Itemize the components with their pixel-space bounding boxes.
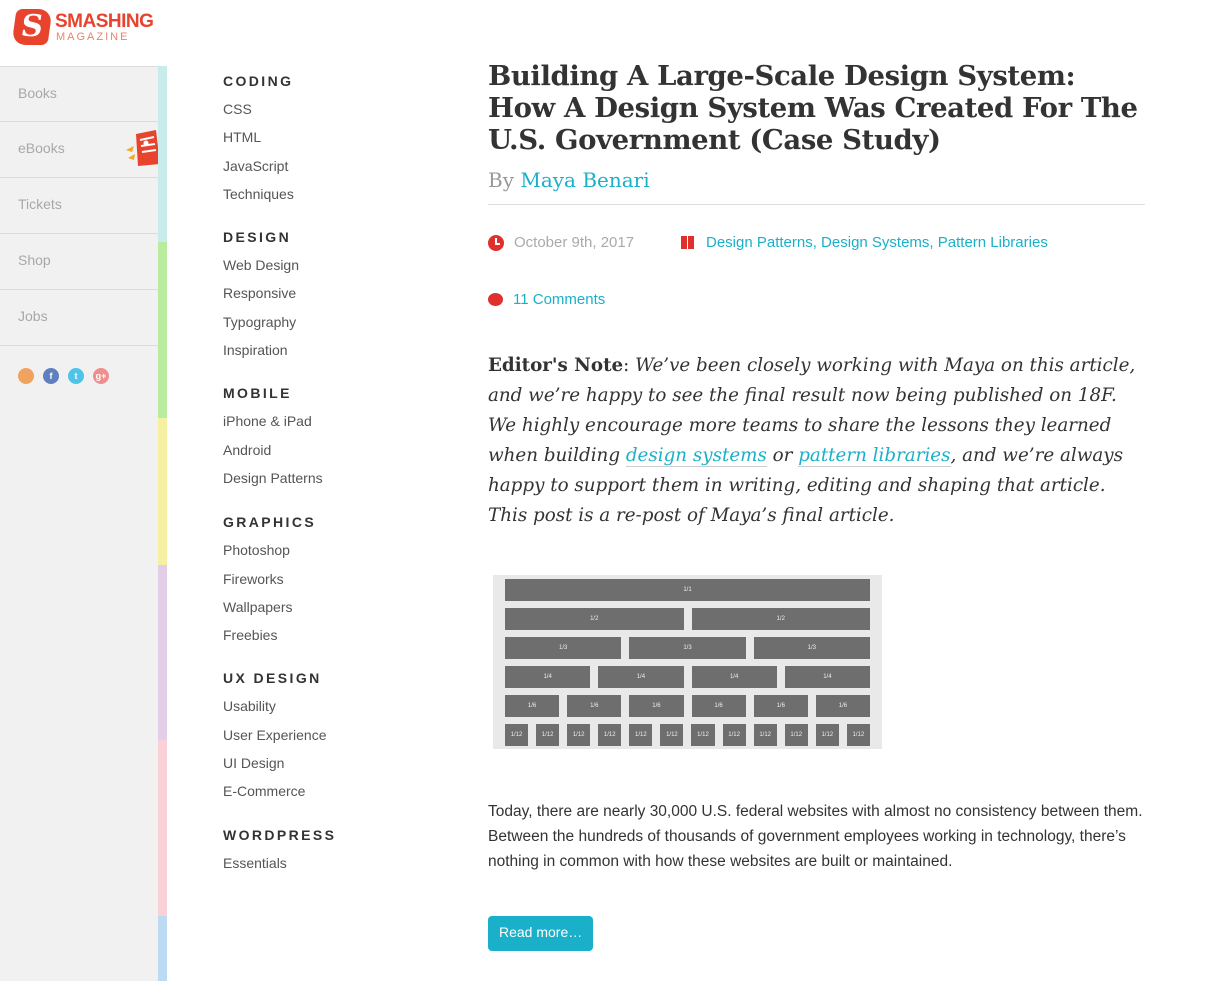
sidebar-item-jobs[interactable] [0, 290, 158, 346]
article-date: October 9th, 2017 [514, 234, 635, 251]
twitter-icon[interactable]: t [68, 368, 84, 384]
category-link[interactable]: Inspiration [223, 342, 288, 359]
article-title[interactable]: Building A Large-Scale Design System: How A Design System Was Created For The U.S. Government (Case Study) [488, 60, 1138, 156]
color-strip-segment [158, 740, 167, 916]
category-link[interactable]: Essentials [223, 854, 287, 871]
sidebar-item-shop[interactable] [0, 234, 158, 290]
grid-row [505, 637, 870, 659]
grid-cell: 1/6 [629, 695, 683, 717]
logo-subtitle: MAGAZINE [56, 31, 130, 43]
category-link[interactable]: Photoshop [223, 542, 290, 559]
category-link[interactable]: Freebies [223, 627, 278, 644]
design-systems-link[interactable]: design systems [625, 445, 767, 466]
grid-cell: 1/12 [816, 724, 839, 746]
sidebar-item-tickets[interactable] [0, 178, 158, 234]
category-link[interactable]: Fireworks [223, 570, 284, 587]
tags-row [681, 234, 1048, 251]
comments-link[interactable]: 11 Comments [513, 291, 606, 308]
category-link[interactable]: Android [223, 441, 272, 458]
article-meta [488, 205, 1148, 315]
category-link[interactable]: UI Design [223, 755, 285, 772]
grid-cell: 1/12 [785, 724, 808, 746]
category-link[interactable]: E-Commerce [223, 783, 306, 800]
category-title[interactable]: UX DESIGN [223, 670, 322, 687]
logo-wordmark: SMASHING [55, 11, 154, 32]
article-tags[interactable]: Design Patterns, Design Systems, Pattern Libraries [706, 234, 1048, 251]
byline [488, 168, 1148, 198]
category-title[interactable]: DESIGN [223, 229, 292, 246]
grid-cell: 1/12 [629, 724, 652, 746]
grid-cell: 1/12 [536, 724, 559, 746]
grid-cell: 1/4 [785, 666, 870, 688]
clock-icon [488, 235, 504, 251]
grid-cell: 1/12 [567, 724, 590, 746]
rss-icon[interactable] [18, 368, 34, 384]
category-link[interactable]: Wallpapers [223, 598, 293, 615]
category-link[interactable]: JavaScript [223, 157, 289, 174]
category-group-coding [223, 70, 423, 208]
category-title[interactable]: MOBILE [223, 385, 292, 402]
grid-cell: 1/3 [505, 637, 621, 659]
google-plus-icon[interactable]: g+ [93, 368, 109, 384]
grid-cell: 1/12 [723, 724, 746, 746]
category-group-graphics [223, 511, 423, 649]
sidebar-item-label: Shop [18, 252, 51, 268]
sidebar-item-label: Jobs [18, 308, 48, 324]
sidebar-item-books[interactable] [0, 66, 158, 122]
logo-mark-icon: S [11, 9, 52, 45]
editors-note-text-1: We’ve been closely working with Maya on this article, and we’re happy to see the final result now being published on 18F. We highly encourage more teams to share the lessons they learned when building [488, 355, 1136, 466]
color-strip-segment [158, 916, 167, 981]
category-title[interactable]: WORDPRESS [223, 826, 337, 843]
category-title[interactable]: CODING [223, 73, 294, 89]
grid-row [505, 724, 870, 746]
grid-cell: 1/12 [660, 724, 683, 746]
grid-cell: 1/6 [754, 695, 808, 717]
site-logo[interactable] [0, 0, 200, 64]
category-group-mobile [223, 382, 423, 492]
author-link[interactable]: Maya Benari [520, 168, 650, 192]
grid-cell: 1/12 [505, 724, 528, 746]
grid-row [505, 608, 870, 630]
sidebar-item-label: eBooks [18, 140, 65, 156]
editors-note-text-3: , and we’re always happy to support them in writing, editing and shaping that article. This post is a re-post of Maya’s final article. [488, 445, 1123, 526]
color-strip-segment [158, 242, 167, 418]
read-more-button[interactable]: Read more… [488, 916, 593, 951]
grid-row [505, 695, 870, 717]
category-link[interactable]: Techniques [223, 185, 294, 202]
category-link[interactable]: Usability [223, 698, 276, 715]
category-link[interactable]: iPhone & iPad [223, 413, 312, 430]
sidebar-item-label: Books [18, 85, 57, 101]
editors-note-text-2: or [766, 445, 799, 466]
date-row [488, 234, 634, 251]
grid-cell: 1/12 [847, 724, 870, 746]
color-strip-segment [158, 565, 167, 740]
category-title[interactable]: GRAPHICS [223, 514, 317, 531]
grid-row [505, 666, 870, 688]
byline-prefix: By [488, 168, 514, 192]
grid-cell: 1/4 [692, 666, 777, 688]
editors-note: Editor's Note: We’ve been closely working with Maya on this article, and we’re happy to see the final result now being published on 18F. We highly encourage more teams to share the lessons they learned when building design systems or pattern libraries, and we’re always happy to support them in writing, editing and shaping that article. This post is a re-post of Maya’s final article. [488, 355, 1136, 526]
grid-row [505, 579, 870, 601]
grid-system-image [493, 575, 882, 749]
category-link[interactable]: Typography [223, 313, 297, 330]
grid-cell: 1/4 [598, 666, 683, 688]
grid-cell: 1/12 [754, 724, 777, 746]
grid-cell: 1/6 [816, 695, 870, 717]
article-excerpt: Today, there are nearly 30,000 U.S. federal websites with almost no consistency between them. Between the hundreds of thousands of government employees working in technology, there’s nothing in common with how these websites are built or maintained. [488, 803, 1143, 870]
facebook-icon[interactable]: f [43, 368, 59, 384]
grid-cell: 1/6 [692, 695, 746, 717]
comment-bubble-icon [488, 293, 503, 306]
comments-row [488, 291, 605, 308]
grid-cell: 1/2 [505, 608, 684, 630]
category-link[interactable]: HTML [223, 129, 262, 146]
grid-cell: 1/1 [505, 579, 870, 601]
grid-cell: 1/12 [598, 724, 621, 746]
category-color-strip [158, 66, 167, 981]
category-link[interactable]: Responsive [223, 285, 297, 302]
sidebar-item-ebooks[interactable] [0, 122, 158, 178]
category-link[interactable]: Web Design [223, 257, 300, 274]
category-link[interactable]: User Experience [223, 726, 327, 743]
category-link[interactable]: CSS [223, 101, 252, 117]
color-strip-segment [158, 418, 167, 565]
grid-cell: 1/2 [692, 608, 871, 630]
editors-note-label: Editor's Note [488, 355, 624, 376]
pattern-libraries-link[interactable]: pattern libraries [798, 445, 951, 466]
grid-cell: 1/3 [754, 637, 870, 659]
category-group-ux-design [223, 667, 423, 805]
grid-cell: 1/3 [629, 637, 745, 659]
grid-cell: 1/6 [505, 695, 559, 717]
tag-icon [681, 236, 695, 250]
ebook-mascot-icon [126, 128, 160, 168]
social-links [18, 368, 109, 384]
article [488, 60, 1148, 951]
sidebar-item-label: Tickets [18, 196, 62, 212]
category-link[interactable]: Design Patterns [223, 469, 323, 486]
grid-cell: 1/12 [691, 724, 714, 746]
color-strip-segment [158, 66, 167, 242]
grid-cell: 1/6 [567, 695, 621, 717]
category-group-wordpress [223, 824, 423, 877]
category-nav [223, 70, 423, 877]
grid-cell: 1/4 [505, 666, 590, 688]
category-group-design [223, 226, 423, 364]
left-sidebar [0, 66, 158, 981]
